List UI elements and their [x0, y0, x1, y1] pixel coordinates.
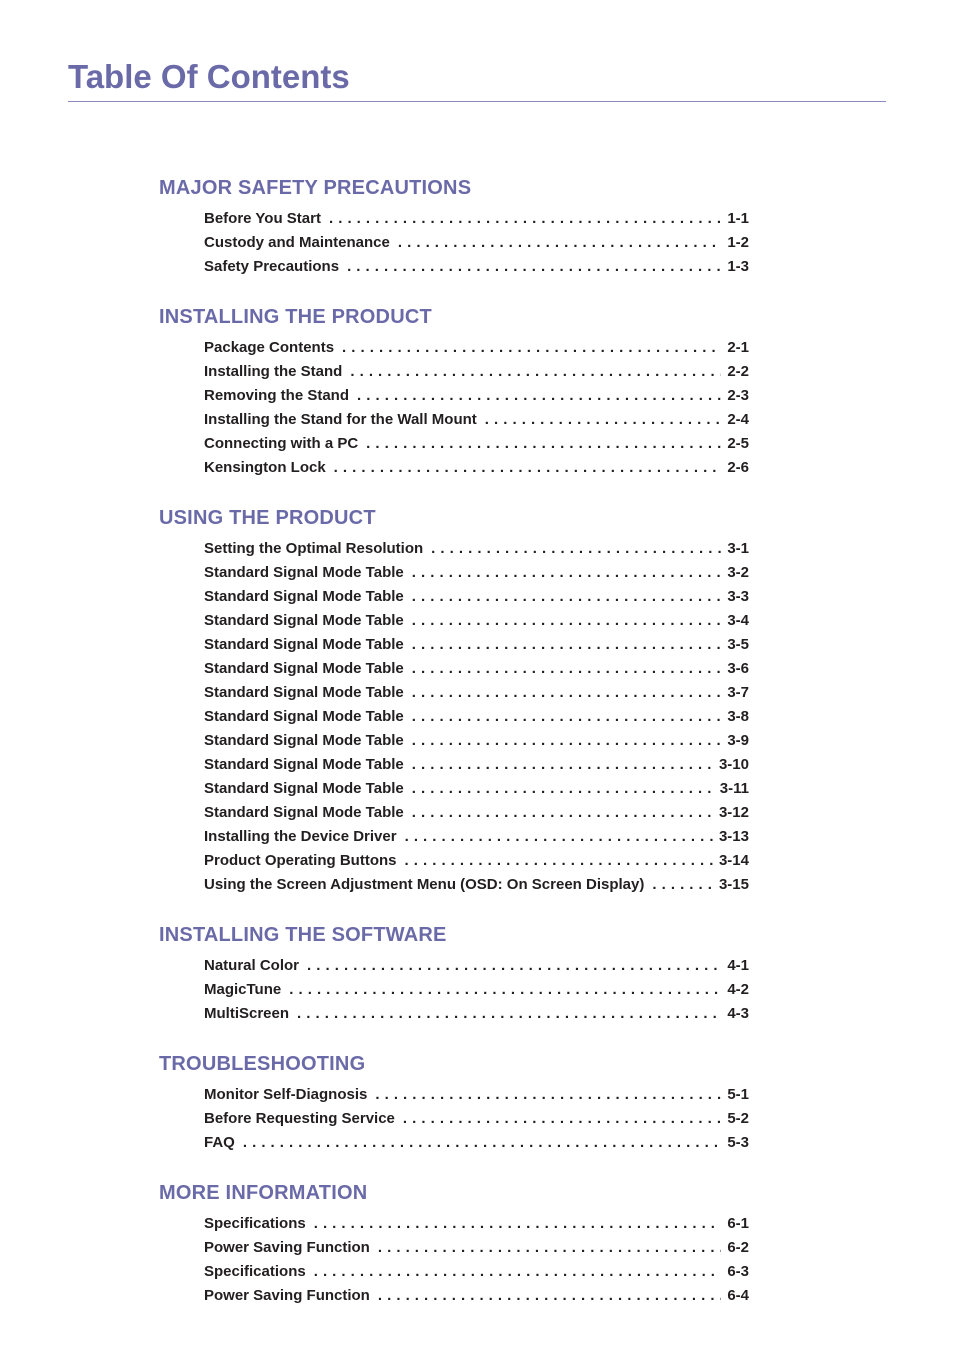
entry-title[interactable]: Connecting with a PC [204, 435, 359, 452]
entry-page-number[interactable]: 6-2 [727, 1239, 749, 1256]
entry-title[interactable]: Custody and Maintenance [204, 234, 390, 251]
toc-entry[interactable] [204, 978, 749, 1002]
dot-leader [412, 753, 713, 777]
toc-entry[interactable] [204, 825, 749, 849]
toc-entry[interactable] [204, 255, 749, 279]
entry-title[interactable]: Installing the Stand for the Wall Mount [204, 411, 477, 428]
toc-entry[interactable] [204, 1107, 749, 1131]
entry-page-number[interactable]: 1-2 [727, 234, 749, 251]
entry-title[interactable]: Power Saving Function [204, 1287, 370, 1304]
toc-entry[interactable] [204, 384, 749, 408]
entry-title[interactable]: Product Operating Buttons [204, 852, 397, 869]
entry-title[interactable]: Monitor Self-Diagnosis [204, 1086, 368, 1103]
entry-list [0, 336, 954, 480]
entry-title[interactable]: Using the Screen Adjustment Menu (OSD: On Screen Display) [204, 876, 645, 893]
section-spacer [0, 480, 954, 506]
entry-page-number[interactable]: 3-13 [718, 828, 749, 845]
entry-list [0, 537, 954, 897]
entry-title[interactable]: MagicTune [204, 981, 282, 998]
dot-leader [243, 1131, 721, 1155]
toc-entry[interactable] [204, 954, 749, 978]
section-spacer [0, 897, 954, 923]
entry-title[interactable]: Before Requesting Service [204, 1110, 395, 1127]
entry-title[interactable]: Installing the Stand [204, 363, 343, 380]
toc-entry[interactable] [204, 729, 749, 753]
entry-page-number[interactable]: 6-3 [727, 1263, 749, 1280]
entry-page-number[interactable]: 2-2 [727, 363, 749, 380]
entry-title[interactable]: Standard Signal Mode Table [204, 660, 404, 677]
toc-entry[interactable] [204, 585, 749, 609]
toc-entry[interactable] [204, 1083, 749, 1107]
entry-page-number[interactable]: 3-7 [727, 684, 749, 701]
toc-entry[interactable] [204, 849, 749, 873]
toc-entry[interactable] [204, 1131, 749, 1155]
entry-page-number[interactable]: 3-15 [718, 876, 749, 893]
dot-leader [412, 681, 722, 705]
toc-section [0, 506, 954, 897]
dot-leader [378, 1284, 721, 1308]
entry-title[interactable]: Standard Signal Mode Table [204, 780, 404, 797]
dot-leader [412, 801, 713, 825]
dot-leader [334, 456, 722, 480]
entry-page-number[interactable]: 3-5 [727, 636, 749, 653]
toc-entry[interactable] [204, 1236, 749, 1260]
dot-leader [347, 255, 721, 279]
toc-entry[interactable] [204, 801, 749, 825]
dot-leader [412, 729, 722, 753]
toc-entry[interactable] [204, 705, 749, 729]
toc-entry[interactable] [204, 1212, 749, 1236]
entry-page-number[interactable]: 3-2 [727, 564, 749, 581]
dot-leader [289, 978, 721, 1002]
toc-entry[interactable] [204, 873, 749, 897]
toc-entry[interactable] [204, 408, 749, 432]
entry-list [0, 207, 954, 279]
entry-page-number[interactable]: 2-6 [727, 459, 749, 476]
toc-entry[interactable] [204, 561, 749, 585]
entry-title[interactable]: Standard Signal Mode Table [204, 588, 404, 605]
entry-title[interactable]: FAQ [204, 1134, 235, 1151]
entry-page-number[interactable]: 1-1 [727, 210, 749, 227]
dot-leader [485, 408, 722, 432]
toc-entry[interactable] [204, 657, 749, 681]
dot-leader [412, 777, 714, 801]
dot-leader [412, 705, 722, 729]
entry-title[interactable]: Power Saving Function [204, 1239, 370, 1256]
section-spacer [0, 279, 954, 305]
entry-title[interactable]: Natural Color [204, 957, 300, 974]
entry-title[interactable]: MultiScreen [204, 1005, 290, 1022]
section-heading[interactable]: MAJOR SAFETY PRECAUTIONS [159, 177, 472, 199]
toc-section [0, 176, 954, 279]
entry-list [0, 1083, 954, 1155]
entry-page-number[interactable]: 1-3 [727, 258, 749, 275]
dot-leader [405, 849, 713, 873]
section-spacer [0, 1026, 954, 1052]
entry-list [0, 1212, 954, 1308]
entry-list [0, 954, 954, 1026]
section-heading[interactable]: USING THE PRODUCT [159, 507, 376, 529]
entry-title[interactable]: Kensington Lock [204, 459, 326, 476]
toc-entry[interactable] [204, 207, 749, 231]
toc-entry[interactable] [204, 456, 749, 480]
entry-page-number[interactable]: 2-5 [727, 435, 749, 452]
entry-page-number[interactable]: 3-14 [718, 852, 749, 869]
toc-entry[interactable] [204, 537, 749, 561]
toc-section [0, 305, 954, 480]
entry-page-number[interactable]: 4-3 [727, 1005, 749, 1022]
entry-title[interactable]: Setting the Optimal Resolution [204, 540, 424, 557]
entry-page-number[interactable]: 3-11 [719, 780, 749, 797]
toc-entry[interactable] [204, 777, 749, 801]
dot-leader [314, 1212, 722, 1236]
toc-entry[interactable] [204, 360, 749, 384]
entry-page-number[interactable]: 2-4 [727, 411, 749, 428]
dot-leader [350, 360, 721, 384]
toc-entry[interactable] [204, 336, 749, 360]
entry-title[interactable]: Standard Signal Mode Table [204, 612, 404, 629]
dot-leader [412, 561, 722, 585]
toc-entry[interactable] [204, 1260, 749, 1284]
entry-title[interactable]: Standard Signal Mode Table [204, 684, 404, 701]
entry-title[interactable]: Safety Precautions [204, 258, 340, 275]
dot-leader [375, 1083, 721, 1107]
dot-leader [378, 1236, 721, 1260]
section-heading[interactable]: TROUBLESHOOTING [159, 1053, 366, 1075]
entry-page-number[interactable]: 3-9 [727, 732, 749, 749]
toc-section [0, 923, 954, 1026]
dot-leader [652, 873, 713, 897]
dot-leader [314, 1260, 722, 1284]
toc-section [0, 1052, 954, 1155]
toc-entry[interactable] [204, 231, 749, 255]
dot-leader [366, 432, 721, 456]
section-spacer [0, 1155, 954, 1181]
toc-section [0, 1181, 954, 1308]
entry-page-number[interactable]: 3-1 [727, 540, 749, 557]
dot-leader [431, 537, 721, 561]
toc-entry[interactable] [204, 633, 749, 657]
entry-page-number[interactable]: 5-3 [727, 1134, 749, 1151]
dot-leader [403, 1107, 721, 1131]
dot-leader [412, 633, 722, 657]
entry-page-number[interactable]: 6-1 [727, 1215, 749, 1232]
entry-page-number[interactable]: 2-1 [727, 339, 749, 356]
entry-title[interactable]: Standard Signal Mode Table [204, 732, 404, 749]
dot-leader [412, 609, 722, 633]
entry-page-number[interactable]: 3-3 [727, 588, 749, 605]
entry-title[interactable]: Removing the Stand [204, 387, 350, 404]
entry-page-number[interactable]: 6-4 [727, 1287, 749, 1304]
toc-entry[interactable] [204, 753, 749, 777]
dot-leader [412, 657, 722, 681]
dot-leader [412, 585, 722, 609]
entry-title[interactable]: Standard Signal Mode Table [204, 708, 404, 725]
entry-page-number[interactable]: 4-1 [727, 957, 749, 974]
entry-title[interactable]: Specifications [204, 1215, 306, 1232]
dot-leader [329, 207, 721, 231]
toc-entry[interactable] [204, 681, 749, 705]
dot-leader [357, 384, 721, 408]
entry-title[interactable]: Specifications [204, 1263, 306, 1280]
page-title: Table Of Contents [68, 58, 350, 95]
toc-entry[interactable] [204, 1002, 749, 1026]
entry-title[interactable]: Standard Signal Mode Table [204, 636, 404, 653]
entry-page-number[interactable]: 3-12 [718, 804, 749, 821]
table-of-contents [0, 176, 954, 1308]
entry-title[interactable]: Standard Signal Mode Table [204, 756, 404, 773]
entry-page-number[interactable]: 3-6 [727, 660, 749, 677]
entry-page-number[interactable]: 2-3 [727, 387, 749, 404]
entry-title[interactable]: Standard Signal Mode Table [204, 564, 404, 581]
entry-page-number[interactable]: 3-8 [727, 708, 749, 725]
entry-title[interactable]: Installing the Device Driver [204, 828, 397, 845]
dot-leader [342, 336, 721, 360]
toc-entry[interactable] [204, 1284, 749, 1308]
entry-title[interactable]: Before You Start [204, 210, 321, 227]
dot-leader [405, 825, 713, 849]
toc-entry[interactable] [204, 609, 749, 633]
entry-page-number[interactable]: 3-10 [718, 756, 749, 773]
title-divider [68, 101, 886, 102]
entry-title[interactable]: Package Contents [204, 339, 335, 356]
section-heading[interactable]: INSTALLING THE PRODUCT [159, 306, 432, 328]
dot-leader [398, 231, 721, 255]
dot-leader [307, 954, 721, 978]
entry-page-number[interactable]: 5-1 [727, 1086, 749, 1103]
toc-entry[interactable] [204, 432, 749, 456]
entry-page-number[interactable]: 4-2 [727, 981, 749, 998]
section-heading[interactable]: INSTALLING THE SOFTWARE [159, 924, 447, 946]
section-heading[interactable]: MORE INFORMATION [159, 1182, 368, 1204]
entry-title[interactable]: Standard Signal Mode Table [204, 804, 404, 821]
dot-leader [297, 1002, 721, 1026]
entry-page-number[interactable]: 5-2 [727, 1110, 749, 1127]
entry-page-number[interactable]: 3-4 [727, 612, 749, 629]
